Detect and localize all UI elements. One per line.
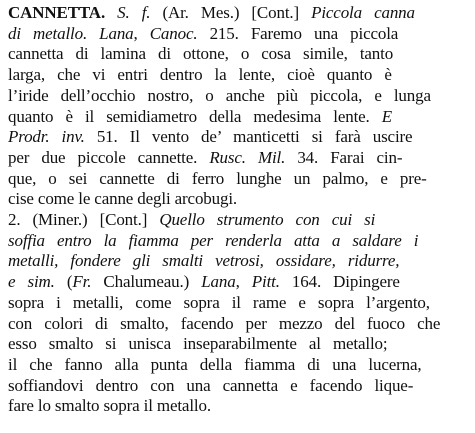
text-span: l’iride dell’occhio nostro, o anche più piccola, e lunga bbox=[8, 85, 431, 105]
entry-line bbox=[8, 334, 387, 354]
text-span: 51. Il vento de’ manticetti si farà uscire bbox=[84, 127, 413, 147]
italic-text: Fr. bbox=[72, 272, 92, 292]
entry-line bbox=[8, 293, 430, 313]
text-span: soffiandovi dentro con una cannetta e facendo lique- bbox=[8, 375, 414, 395]
entry-line bbox=[8, 127, 412, 147]
italic-text: Prodr. inv. bbox=[8, 127, 85, 147]
text-span: 164. Dipingere bbox=[279, 272, 400, 292]
text-span: , bbox=[133, 23, 150, 43]
italic-text: Lana bbox=[201, 272, 236, 292]
text-span: cise come le canne degli arcobugi. bbox=[8, 189, 238, 209]
italic-text: Lana bbox=[99, 23, 134, 43]
text-span: , bbox=[235, 272, 252, 292]
italic-text: Pitt. bbox=[251, 272, 280, 292]
italic-text: E bbox=[381, 106, 392, 126]
text-span: quanto è il semidiametro della medesima lente. bbox=[8, 106, 382, 126]
entry-line bbox=[8, 3, 415, 23]
text-span: per due piccole cannette. bbox=[8, 147, 210, 167]
entry-line bbox=[8, 189, 237, 209]
entry-line bbox=[8, 210, 375, 230]
entry-line bbox=[8, 314, 440, 334]
text-span: fare lo smalto sopra il metallo. bbox=[8, 396, 211, 416]
text-span: que, o sei cannette di ferro lunghe un palmo, e pre- bbox=[8, 168, 427, 188]
text-span: (Ar. Mes.) [Cont.] bbox=[150, 3, 312, 22]
text-span: 2. (Miner.) [Cont.] bbox=[8, 210, 160, 229]
entry-line bbox=[8, 44, 393, 64]
text-span: 215. Faremo una piccola bbox=[197, 23, 399, 43]
italic-text: Piccola canna bbox=[311, 3, 415, 22]
entry-line bbox=[8, 355, 422, 375]
text-span: cannetta di lamina di ottone, o cosa simile, tanto bbox=[8, 44, 394, 64]
text-span: ( bbox=[54, 272, 73, 292]
italic-text: soffia entro la fiamma per renderla atta a saldare i bbox=[8, 230, 419, 250]
italic-text: S. f. bbox=[105, 3, 151, 22]
entry-line bbox=[8, 24, 398, 44]
text-span: 34. Farai cin- bbox=[285, 147, 403, 167]
italic-text: di metallo. bbox=[8, 23, 100, 43]
italic-text: e sim. bbox=[8, 272, 55, 292]
entry-line bbox=[8, 148, 402, 168]
italic-text: metalli, fondere gli smalti vetrosi, ossidare, ridurre, bbox=[8, 251, 400, 271]
text-span: con colori di smalto, facendo per mezzo del fuoco che bbox=[8, 313, 441, 333]
entry-line bbox=[8, 396, 211, 416]
entry-line bbox=[8, 86, 431, 106]
entry-line bbox=[8, 251, 399, 271]
entry-line bbox=[8, 169, 427, 189]
italic-text: Canoc. bbox=[149, 23, 198, 43]
entry-line bbox=[8, 272, 400, 292]
entry-line bbox=[8, 231, 418, 251]
italic-text: Quello strumento con cui si bbox=[159, 210, 376, 229]
entry-line bbox=[8, 107, 392, 127]
italic-text: Rusc. Mil. bbox=[209, 147, 286, 167]
entry-line bbox=[8, 65, 392, 85]
text-span: larga, che vi entri dentro la lente, cioè quanto è bbox=[8, 65, 392, 85]
text-span: il che fanno alla punta della fiamma di una lucerna, bbox=[8, 354, 422, 374]
text-span: esso smalto si unisca inseparabilmente al metallo; bbox=[8, 334, 388, 354]
text-span: sopra i metalli, come sopra il rame e sopra l’argento, bbox=[8, 292, 430, 312]
text-span: Chalumeau.) bbox=[91, 272, 202, 292]
entry-line bbox=[8, 376, 413, 396]
headword: CANNETTA. bbox=[8, 3, 106, 22]
